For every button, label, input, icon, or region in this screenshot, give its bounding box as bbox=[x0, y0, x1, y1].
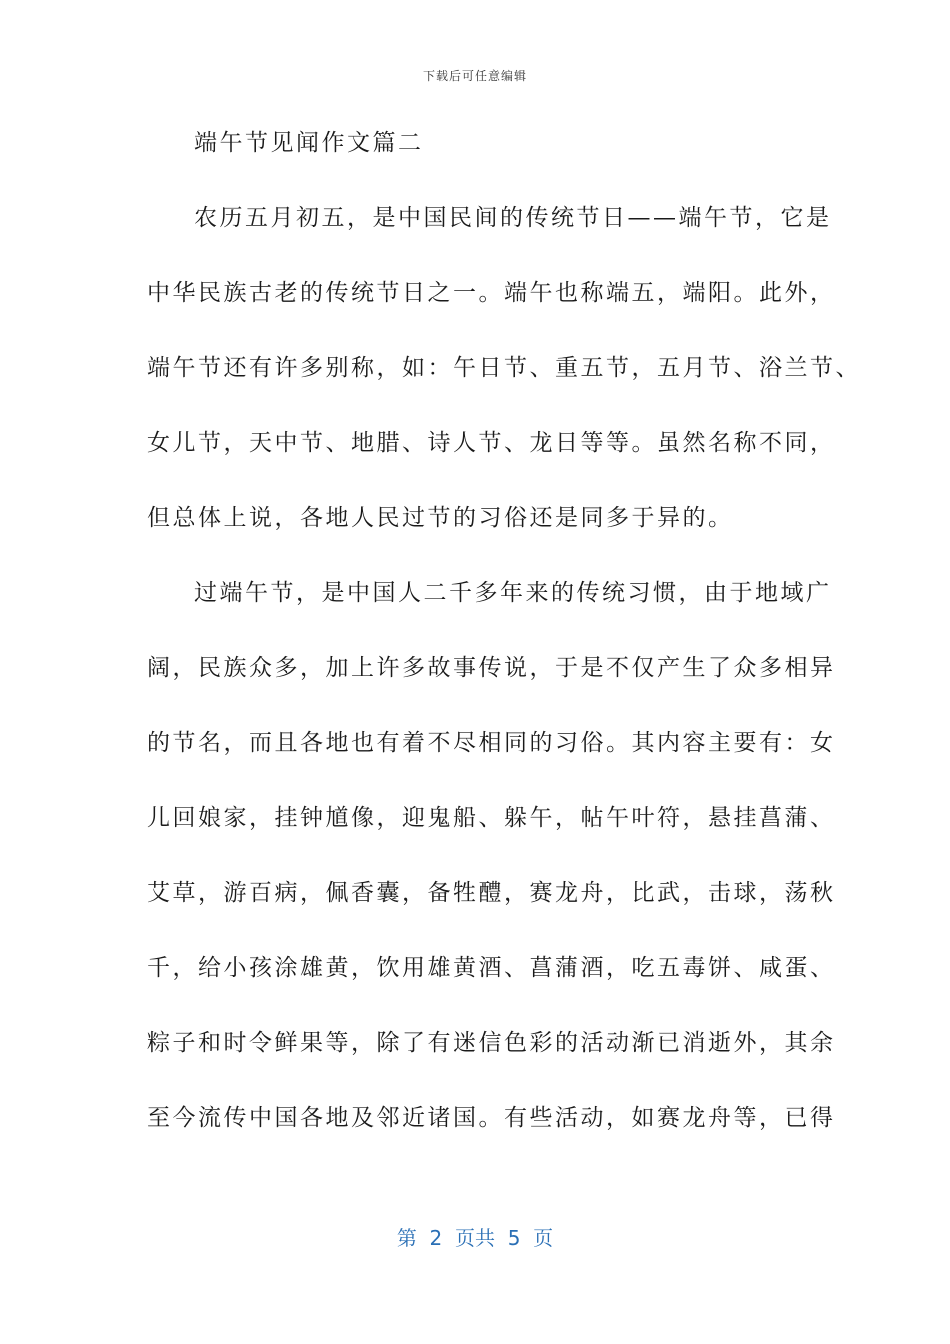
header-note: 下载后可任意编辑 bbox=[422, 69, 527, 83]
document-body bbox=[147, 118, 861, 1168]
paragraph-line: 端午节还有许多别称，如：午日节、重五节，五月节、浴兰节、 bbox=[147, 355, 861, 381]
paragraph-line: 农历五月初五，是中国民间的传统节日——端午节，它是 bbox=[194, 205, 832, 231]
paragraph-line: 但总体上说，各地人民过节的习俗还是同多于异的。 bbox=[147, 505, 734, 531]
document-title: 端午节见闻作文篇二 bbox=[194, 130, 424, 156]
paragraph-line: 过端午节，是中国人二千多年来的传统习惯，由于地域广 bbox=[194, 580, 832, 606]
paragraph-line: 中华民族古老的传统节日之一。端午也称端五，端阳。此外， bbox=[147, 280, 836, 306]
paragraph-line: 千，给小孩涂雄黄，饮用雄黄酒、菖蒲酒，吃五毒饼、咸蛋、 bbox=[147, 955, 836, 981]
paragraph-line: 儿回娘家，挂钟馗像，迎鬼船、躲午，帖午叶符，悬挂菖蒲、 bbox=[147, 805, 836, 831]
paragraph-line: 的节名，而且各地也有着不尽相同的习俗。其内容主要有：女 bbox=[147, 730, 836, 756]
paragraph-line: 艾草，游百病，佩香囊，备牲醴，赛龙舟，比武，击球，荡秋 bbox=[147, 880, 836, 906]
paragraph-line: 女儿节，天中节、地腊、诗人节、龙日等等。虽然名称不同， bbox=[147, 430, 836, 456]
page-number-footer: 第 2 页共 5 页 bbox=[396, 1226, 554, 1250]
paragraph-line: 粽子和时令鲜果等，除了有迷信色彩的活动渐已消逝外，其余 bbox=[147, 1030, 836, 1056]
paragraph-line: 至今流传中国各地及邻近诸国。有些活动，如赛龙舟等，已得 bbox=[147, 1105, 836, 1131]
paragraph-line: 阔，民族众多，加上许多故事传说，于是不仅产生了众多相异 bbox=[147, 655, 836, 681]
